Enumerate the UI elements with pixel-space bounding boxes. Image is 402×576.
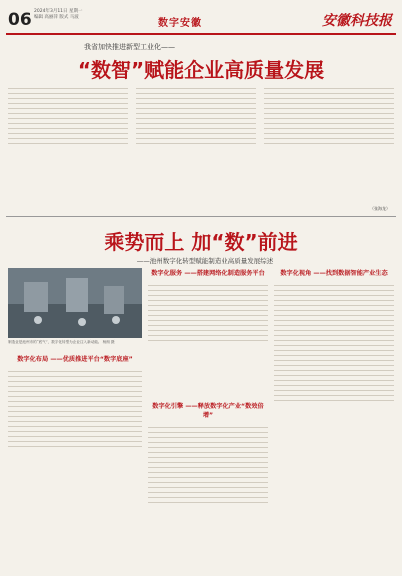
article1-headline: “数智”赋能企业高质量发展 bbox=[77, 58, 325, 82]
article1-column-2 bbox=[136, 84, 256, 212]
article1-author: （张海龙） bbox=[370, 206, 390, 211]
section-head-4: 数字化视角 ——找到数据智能产业生态 bbox=[280, 270, 388, 277]
section-head-1: 数字化布局 ——优质推进平台“数字底座” bbox=[17, 356, 133, 363]
section-head-2: 数字化服务 ——搭建网络化制造服务平台 bbox=[151, 270, 265, 277]
article2-headline: 乘势而上 加“数”前进 bbox=[104, 230, 298, 254]
article1-kicker: 我省加快推进新型工业化—— bbox=[84, 43, 175, 51]
factory-photo bbox=[8, 268, 142, 338]
article2-block-3 bbox=[274, 268, 394, 568]
article1-column-3 bbox=[264, 84, 394, 212]
section-title: 数字安徽 bbox=[158, 18, 202, 29]
date: 2024年3月11日 星期一 bbox=[34, 9, 83, 14]
article2-block-2 bbox=[148, 268, 268, 568]
page-number: 06 bbox=[8, 10, 32, 30]
editor: 编辑 高丽萍 版式 马波 bbox=[34, 15, 79, 20]
date-line bbox=[34, 9, 82, 21]
section-head-3: 数字化引擎 ——释放数字化产业“数效倍增” bbox=[152, 403, 264, 419]
article2-block-1 bbox=[8, 354, 142, 504]
header-rule bbox=[6, 33, 396, 35]
divider bbox=[6, 216, 396, 217]
newspaper-brand: 安徽科技报 bbox=[322, 13, 392, 29]
photo-caption: 制造业是池州市的“底气”，数字化转型为企业注入新动能。 杨朗 摄 bbox=[8, 340, 115, 344]
article1-column-1 bbox=[8, 84, 128, 212]
article2-subhead: ——池州数字化转型赋能制造业高质量发展综述 bbox=[136, 257, 274, 265]
